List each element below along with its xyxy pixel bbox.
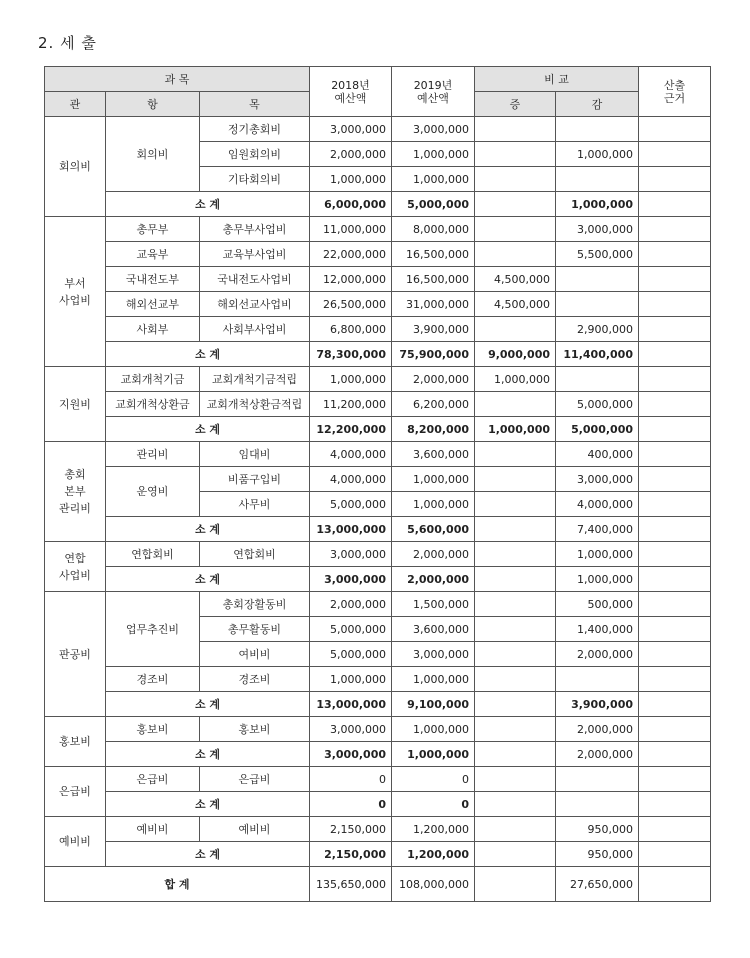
- budget-2018-cell: 1,000,000: [310, 367, 392, 392]
- budget-2019-cell: 1,000,000: [392, 467, 475, 492]
- decrease-cell: 3,000,000: [556, 217, 639, 242]
- increase-cell: [475, 142, 556, 167]
- decrease-cell: 2,900,000: [556, 317, 639, 342]
- increase-cell: [475, 217, 556, 242]
- table-row: [45, 117, 711, 142]
- header-2019-year: 2019년: [413, 78, 453, 92]
- budget-2019-cell: 1,500,000: [392, 592, 475, 617]
- subtotal-decrease-cell: 5,000,000: [556, 417, 639, 442]
- hang-cell: 회의비: [106, 117, 200, 192]
- subtotal-2019-cell: 1,200,000: [392, 842, 475, 867]
- increase-cell: [475, 642, 556, 667]
- decrease-cell: 2,000,000: [556, 717, 639, 742]
- subtotal-label: 소 계: [106, 792, 310, 817]
- budget-2019-cell: 1,000,000: [392, 167, 475, 192]
- header-2018-label: 예산액: [334, 91, 367, 105]
- mok-cell: 교육부사업비: [200, 242, 310, 267]
- subtotal-increase-cell: 9,000,000: [475, 342, 556, 367]
- table-row: [45, 392, 711, 417]
- basis-cell: [639, 267, 711, 292]
- subtotal-decrease-cell: 1,000,000: [556, 567, 639, 592]
- gwan-label: 홍보비: [59, 735, 91, 748]
- header-increase: 증: [475, 92, 556, 117]
- table-row: [45, 267, 711, 292]
- subtotal-label: 소 계: [106, 517, 310, 542]
- subtotal-label: 소 계: [106, 417, 310, 442]
- subtotal-label: 소 계: [106, 692, 310, 717]
- mok-cell: 총회장활동비: [200, 592, 310, 617]
- header-2018-year: 2018년: [331, 78, 370, 92]
- budget-2018-cell: 1,000,000: [310, 167, 392, 192]
- decrease-cell: 500,000: [556, 592, 639, 617]
- decrease-cell: 1,400,000: [556, 617, 639, 642]
- gwan-label: 판공비: [59, 647, 91, 661]
- table-body: [45, 67, 711, 902]
- increase-cell: [475, 617, 556, 642]
- gwan-cell: [45, 217, 106, 367]
- subtotal-increase-cell: [475, 567, 556, 592]
- table-row: [45, 367, 711, 392]
- decrease-cell: [556, 767, 639, 792]
- subtotal-2018-cell: 12,200,000: [310, 417, 392, 442]
- gwan-label: 은급비: [59, 785, 91, 798]
- increase-cell: [475, 242, 556, 267]
- increase-cell: [475, 392, 556, 417]
- increase-cell: [475, 492, 556, 517]
- subtotal-2019-cell: 8,200,000: [392, 417, 475, 442]
- basis-cell: [639, 142, 711, 167]
- budget-2019-cell: 3,000,000: [392, 642, 475, 667]
- increase-cell: [475, 442, 556, 467]
- budget-2018-cell: 3,000,000: [310, 117, 392, 142]
- subtotal-decrease-cell: 7,400,000: [556, 517, 639, 542]
- basis-cell: [639, 467, 711, 492]
- budget-2019-cell: 3,600,000: [392, 442, 475, 467]
- basis-cell: [639, 742, 711, 767]
- subtotal-decrease-cell: 11,400,000: [556, 342, 639, 367]
- hang-cell: 해외선교부: [106, 292, 200, 317]
- increase-cell: [475, 317, 556, 342]
- gwan-cell: [45, 442, 106, 542]
- subtotal-2018-cell: 3,000,000: [310, 567, 392, 592]
- gwan-cell: [45, 367, 106, 442]
- budget-2019-cell: 3,900,000: [392, 317, 475, 342]
- budget-2018-cell: 0: [310, 767, 392, 792]
- mok-cell: 총무활동비: [200, 617, 310, 642]
- basis-cell: [639, 842, 711, 867]
- header-row-1: [45, 67, 711, 92]
- gwan-label: 지원비: [59, 397, 91, 411]
- budget-2018-cell: 2,000,000: [310, 592, 392, 617]
- increase-cell: [475, 117, 556, 142]
- subtotal-2019-cell: 5,000,000: [392, 192, 475, 217]
- subtotal-increase-cell: 1,000,000: [475, 417, 556, 442]
- subtotal-2019-cell: 9,100,000: [392, 692, 475, 717]
- mok-cell: 사무비: [200, 492, 310, 517]
- basis-cell: [639, 492, 711, 517]
- increase-cell: [475, 592, 556, 617]
- increase-cell: [475, 767, 556, 792]
- gwan-label: 사업비: [59, 568, 91, 582]
- mok-cell: 홍보비: [200, 717, 310, 742]
- subtotal-label: 소 계: [106, 342, 310, 367]
- hang-cell: 총무부: [106, 217, 200, 242]
- increase-cell: [475, 817, 556, 842]
- basis-cell: [639, 517, 711, 542]
- mok-cell: 국내전도사업비: [200, 267, 310, 292]
- subtotal-2019-cell: 2,000,000: [392, 567, 475, 592]
- gwan-cell: [45, 767, 106, 817]
- budget-2019-cell: 2,000,000: [392, 367, 475, 392]
- header-compare: 비 교: [475, 67, 639, 92]
- subtotal-label: 소 계: [106, 842, 310, 867]
- mok-cell: 해외선교사업비: [200, 292, 310, 317]
- increase-cell: [475, 717, 556, 742]
- subtotal-2018-cell: 13,000,000: [310, 692, 392, 717]
- basis-cell: [639, 642, 711, 667]
- budget-2018-cell: 4,000,000: [310, 442, 392, 467]
- hang-cell: 교육부: [106, 242, 200, 267]
- header-decrease: 감: [556, 92, 639, 117]
- budget-2018-cell: 2,150,000: [310, 817, 392, 842]
- decrease-cell: 950,000: [556, 817, 639, 842]
- mok-cell: 교회개척기금적립: [200, 367, 310, 392]
- mok-cell: 사회부사업비: [200, 317, 310, 342]
- basis-cell: [639, 317, 711, 342]
- header-2019: [392, 67, 475, 117]
- subtotal-increase-cell: [475, 792, 556, 817]
- subtotal-row: [45, 692, 711, 717]
- subtotal-2019-cell: 0: [392, 792, 475, 817]
- subtotal-row: [45, 792, 711, 817]
- header-gwan: 관: [45, 92, 106, 117]
- gwan-cell: [45, 117, 106, 217]
- decrease-cell: 400,000: [556, 442, 639, 467]
- increase-cell: 4,500,000: [475, 267, 556, 292]
- gwan-label: 총회: [64, 468, 86, 481]
- hang-cell: 예비비: [106, 817, 200, 842]
- table-row: [45, 292, 711, 317]
- gwan-label: 본부: [64, 485, 86, 498]
- header-mok: 목: [200, 92, 310, 117]
- table-row: [45, 817, 711, 842]
- total-row: [45, 867, 711, 902]
- table-row: [45, 467, 711, 492]
- budget-2018-cell: 5,000,000: [310, 492, 392, 517]
- decrease-cell: 3,000,000: [556, 467, 639, 492]
- table-row: [45, 767, 711, 792]
- budget-2019-cell: 6,200,000: [392, 392, 475, 417]
- budget-2018-cell: 26,500,000: [310, 292, 392, 317]
- total-2018-cell: 135,650,000: [310, 867, 392, 902]
- subtotal-row: [45, 567, 711, 592]
- mok-cell: 연합회비: [200, 542, 310, 567]
- gwan-label: 회의비: [59, 160, 91, 173]
- total-increase-cell: [475, 867, 556, 902]
- decrease-cell: 5,500,000: [556, 242, 639, 267]
- budget-2019-cell: 3,000,000: [392, 117, 475, 142]
- mok-cell: 경조비: [200, 667, 310, 692]
- hang-cell: 사회부: [106, 317, 200, 342]
- increase-cell: 4,500,000: [475, 292, 556, 317]
- header-basis-line2: 근거: [663, 91, 686, 105]
- budget-2018-cell: 3,000,000: [310, 542, 392, 567]
- decrease-cell: 2,000,000: [556, 642, 639, 667]
- subtotal-label: 소 계: [106, 742, 310, 767]
- gwan-cell: [45, 542, 106, 592]
- header-2019-label: 예산액: [417, 91, 449, 105]
- decrease-cell: [556, 367, 639, 392]
- basis-cell: [639, 592, 711, 617]
- header-2018: [310, 67, 392, 117]
- gwan-label: 예비비: [59, 835, 91, 848]
- subtotal-increase-cell: [475, 842, 556, 867]
- hang-cell: 업무추진비: [106, 592, 200, 667]
- budget-2019-cell: 1,000,000: [392, 142, 475, 167]
- subtotal-row: [45, 342, 711, 367]
- increase-cell: [475, 667, 556, 692]
- table-row: [45, 242, 711, 267]
- decrease-cell: 1,000,000: [556, 542, 639, 567]
- gwan-cell: [45, 717, 106, 767]
- subtotal-2018-cell: 78,300,000: [310, 342, 392, 367]
- mok-cell: 교회개척상환금적립: [200, 392, 310, 417]
- hang-cell: 교회개척상환금: [106, 392, 200, 417]
- basis-cell: [639, 367, 711, 392]
- subtotal-2018-cell: 6,000,000: [310, 192, 392, 217]
- table-row: [45, 317, 711, 342]
- increase-cell: [475, 467, 556, 492]
- decrease-cell: [556, 117, 639, 142]
- hang-cell: 경조비: [106, 667, 200, 692]
- budget-2019-cell: 3,600,000: [392, 617, 475, 642]
- hang-cell: 관리비: [106, 442, 200, 467]
- gwan-label: 연합: [64, 551, 86, 565]
- basis-cell: [639, 542, 711, 567]
- subtotal-row: [45, 417, 711, 442]
- basis-cell: [639, 442, 711, 467]
- hang-cell: 국내전도부: [106, 267, 200, 292]
- subtotal-increase-cell: [475, 742, 556, 767]
- subtotal-decrease-cell: 3,900,000: [556, 692, 639, 717]
- basis-cell: [639, 342, 711, 367]
- subtotal-row: [45, 842, 711, 867]
- decrease-cell: 1,000,000: [556, 142, 639, 167]
- budget-2018-cell: 5,000,000: [310, 617, 392, 642]
- budget-2019-cell: 1,000,000: [392, 667, 475, 692]
- mok-cell: 정기총회비: [200, 117, 310, 142]
- subtotal-2019-cell: 75,900,000: [392, 342, 475, 367]
- subtotal-increase-cell: [475, 517, 556, 542]
- subtotal-row: [45, 192, 711, 217]
- basis-cell: [639, 692, 711, 717]
- subtotal-decrease-cell: 1,000,000: [556, 192, 639, 217]
- subtotal-decrease-cell: 2,000,000: [556, 742, 639, 767]
- basis-cell: [639, 292, 711, 317]
- hang-cell: 홍보비: [106, 717, 200, 742]
- budget-2019-cell: 8,000,000: [392, 217, 475, 242]
- decrease-cell: [556, 292, 639, 317]
- total-2019-cell: 108,000,000: [392, 867, 475, 902]
- hang-cell: 교회개척기금: [106, 367, 200, 392]
- budget-2019-cell: 0: [392, 767, 475, 792]
- total-decrease-cell: 27,650,000: [556, 867, 639, 902]
- subtotal-label: 소 계: [106, 192, 310, 217]
- basis-cell: [639, 617, 711, 642]
- budget-2019-cell: 16,500,000: [392, 242, 475, 267]
- budget-2019-cell: 1,000,000: [392, 492, 475, 517]
- subtotal-label: 소 계: [106, 567, 310, 592]
- subtotal-2018-cell: 13,000,000: [310, 517, 392, 542]
- mok-cell: 기타회의비: [200, 167, 310, 192]
- budget-2018-cell: 22,000,000: [310, 242, 392, 267]
- expenditure-table: [44, 66, 711, 902]
- budget-2018-cell: 5,000,000: [310, 642, 392, 667]
- table-row: [45, 717, 711, 742]
- basis-cell: [639, 167, 711, 192]
- gwan-cell: [45, 817, 106, 867]
- budget-2018-cell: 11,000,000: [310, 217, 392, 242]
- budget-2018-cell: 12,000,000: [310, 267, 392, 292]
- basis-cell: [639, 667, 711, 692]
- budget-2018-cell: 2,000,000: [310, 142, 392, 167]
- subtotal-decrease-cell: 950,000: [556, 842, 639, 867]
- basis-cell: [639, 717, 711, 742]
- mok-cell: 은급비: [200, 767, 310, 792]
- budget-2018-cell: 1,000,000: [310, 667, 392, 692]
- header-hang: 항: [106, 92, 200, 117]
- basis-cell: [639, 867, 711, 902]
- gwan-label: 관리비: [59, 502, 91, 515]
- basis-cell: [639, 792, 711, 817]
- budget-2019-cell: 16,500,000: [392, 267, 475, 292]
- decrease-cell: 5,000,000: [556, 392, 639, 417]
- gwan-label: 사업비: [59, 293, 91, 307]
- basis-cell: [639, 392, 711, 417]
- decrease-cell: [556, 167, 639, 192]
- header-gwamok: 과 목: [45, 67, 310, 92]
- table-row: [45, 592, 711, 617]
- budget-2018-cell: 6,800,000: [310, 317, 392, 342]
- budget-2018-cell: 4,000,000: [310, 467, 392, 492]
- increase-cell: [475, 542, 556, 567]
- hang-cell: 은급비: [106, 767, 200, 792]
- mok-cell: 총무부사업비: [200, 217, 310, 242]
- subtotal-row: [45, 517, 711, 542]
- mok-cell: 여비비: [200, 642, 310, 667]
- basis-cell: [639, 417, 711, 442]
- subtotal-increase-cell: [475, 692, 556, 717]
- increase-cell: [475, 167, 556, 192]
- header-basis: [639, 67, 711, 117]
- budget-2019-cell: 31,000,000: [392, 292, 475, 317]
- decrease-cell: [556, 267, 639, 292]
- subtotal-2018-cell: 2,150,000: [310, 842, 392, 867]
- gwan-cell: [45, 592, 106, 717]
- budget-2018-cell: 11,200,000: [310, 392, 392, 417]
- basis-cell: [639, 817, 711, 842]
- basis-cell: [639, 192, 711, 217]
- decrease-cell: 4,000,000: [556, 492, 639, 517]
- table-row: [45, 217, 711, 242]
- basis-cell: [639, 117, 711, 142]
- basis-cell: [639, 217, 711, 242]
- budget-2019-cell: 1,000,000: [392, 717, 475, 742]
- subtotal-increase-cell: [475, 192, 556, 217]
- header-basis-line1: 산출: [663, 78, 686, 92]
- decrease-cell: [556, 667, 639, 692]
- gwan-label: 부서: [64, 276, 86, 290]
- subtotal-2018-cell: 3,000,000: [310, 742, 392, 767]
- basis-cell: [639, 567, 711, 592]
- total-label: 합 계: [45, 867, 310, 902]
- mok-cell: 임대비: [200, 442, 310, 467]
- budget-2019-cell: 2,000,000: [392, 542, 475, 567]
- hang-cell: 연합회비: [106, 542, 200, 567]
- subtotal-2018-cell: 0: [310, 792, 392, 817]
- mok-cell: 비품구입비: [200, 467, 310, 492]
- mok-cell: 임원회의비: [200, 142, 310, 167]
- subtotal-decrease-cell: [556, 792, 639, 817]
- table-row: [45, 442, 711, 467]
- basis-cell: [639, 242, 711, 267]
- table-row: [45, 667, 711, 692]
- subtotal-2019-cell: 1,000,000: [392, 742, 475, 767]
- increase-cell: 1,000,000: [475, 367, 556, 392]
- subtotal-row: [45, 742, 711, 767]
- hang-cell: 운영비: [106, 467, 200, 517]
- subtotal-2019-cell: 5,600,000: [392, 517, 475, 542]
- table-row: [45, 542, 711, 567]
- budget-2018-cell: 3,000,000: [310, 717, 392, 742]
- section-title: 2. 세 출: [38, 34, 97, 52]
- budget-2019-cell: 1,200,000: [392, 817, 475, 842]
- basis-cell: [639, 767, 711, 792]
- mok-cell: 예비비: [200, 817, 310, 842]
